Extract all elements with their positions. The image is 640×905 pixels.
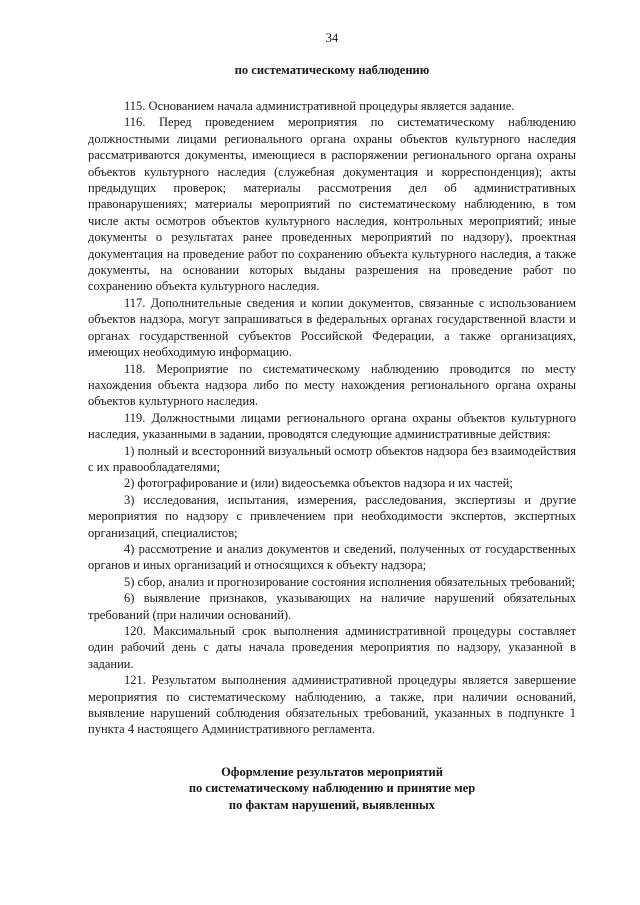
paragraph-120: 120. Максимальный срок выполнения административной процедуры составляет один рабочий день с даты начала проведения мероприятия по надзору, указанной в задании. [88,624,576,671]
next-section-heading-line-2: по систематическому наблюдению и принятие мер [188,781,476,796]
paragraph-121: 121. Результатом выполнения административной процедуры является завершение мероприятия по систематическому наблюдению, а также, при наличии оснований, выявление нарушений соблюдения обязательных требований, указанных в подпункте 1 пункта 4 настоящего Административного регламента. [88,673,576,737]
list-item-5: 5) сбор, анализ и прогнозирование состояния исполнения обязательных требований; [124,574,575,589]
list-item-4: 4) рассмотрение и анализ документов и сведений, полученных от государственных органов и иных организаций и относящихся к объекту надзора; [88,541,576,573]
paragraph-118: 118. Мероприятие по систематическому наблюдению проводится по месту нахождения объекта надзора либо по месту нахождения регионального органа охраны объектов культурного наследия. [88,361,576,409]
list-item-3: 3) исследования, испытания, измерения, расследования, экспертизы и другие мероприятия по надзору с привлечением при необходимости экспертов, экспертных организаций, специалистов; [88,492,576,540]
paragraph-119: 119. Должностными лицами регионального органа охраны объектов культурного наследия, указанными в задании, проводятся следующие административные действия: [88,410,576,442]
next-section-heading [88,764,576,813]
list-item-2: 2) фотографирование и (или) видеосъемка объектов надзора и их частей; [124,476,513,491]
document-page [88,30,576,813]
paragraph-117: 117. Дополнительные сведения и копии документов, связанные с использованием объектов надзора, могут запрашиваться в федеральных органах государственной власти и органах государственной субъектов Российской Федерации, а также организациях, имеющих необходимую информацию. [88,295,576,360]
page-number: 34 [325,31,339,45]
next-section-heading-line-1: Оформление результатов мероприятий [221,764,443,779]
paragraph-116: 116. Перед проведением мероприятия по систематическому наблюдению должностными лицами регионального органа охраны объектов культурного наследия рассматриваются документы, имеющиеся в распоряжении регионального органа охраны объектов культурного наследия (служебная документация и корреспонденция); акты предыдущих проверок; материалы рассмотрения дел об административных правонарушениях; материалы мероприятий по систематическому наблюдению, в том числе акты осмотров объектов культурного наследия, контрольных мероприятий; иные документы о результатах ранее проведенных мероприятий по надзору), проектная документация на проведение работ по сохранению объекта культурного наследия, а также документы, на основании которых выданы разрешения на проведение работ по сохранению объекта культурного наследия. [88,115,576,294]
body-text [88,98,576,738]
section-heading: по систематическому наблюдению [234,63,430,77]
list-item-6: 6) выявление признаков, указывающих на наличие нарушений обязательных требований (при наличии оснований). [88,591,576,622]
next-section-heading-line-3: по фактам нарушений, выявленных [228,797,436,812]
list-item-1: 1) полный и всесторонний визуальный осмотр объектов надзора без взаимодействия с их правообладателями; [88,443,576,474]
paragraph-115: 115. Основанием начала административной процедуры является задание. [124,99,515,113]
